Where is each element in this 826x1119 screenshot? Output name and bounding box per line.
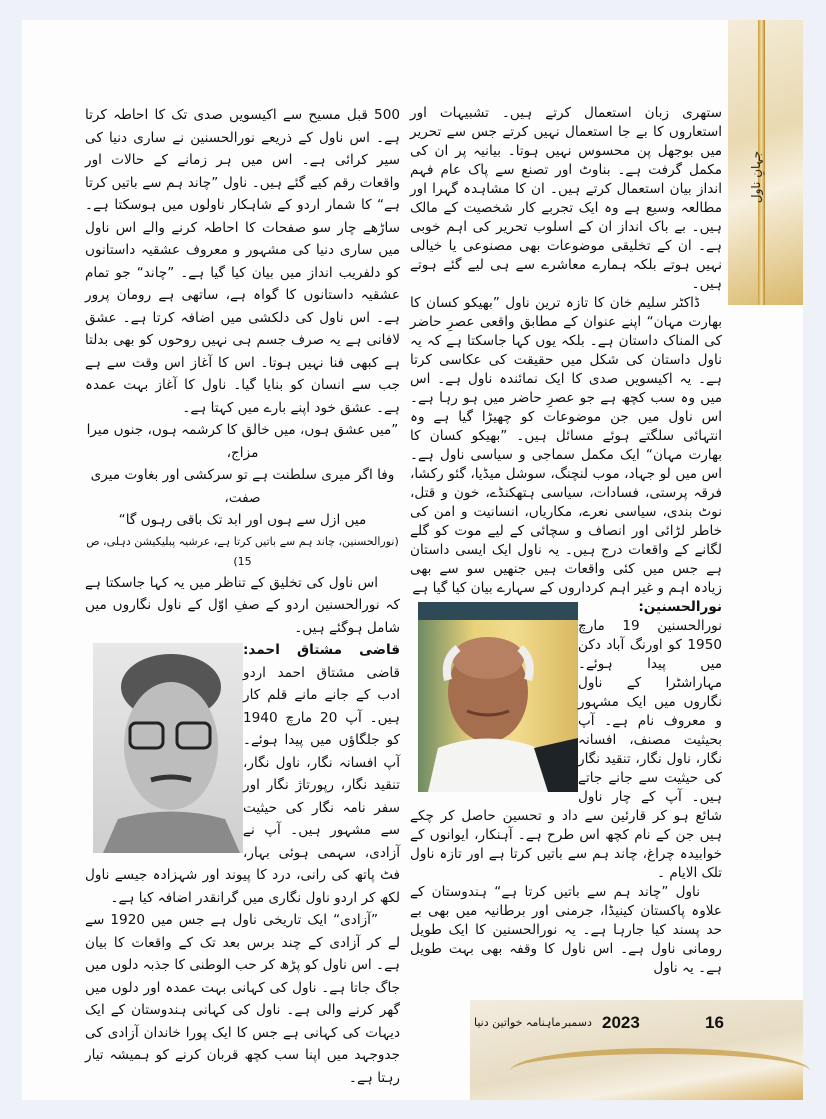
paragraph: 500 قبل مسیح سے اکیسویں صدی تک کا احاطہ کرتا ہے۔ اس ناول کے ذریعے نورالحسنین نے ساری دنیا کی سیر کرائی ہے۔ اس میں ہر زمانے کے حالات اور واقعات رقم کیے گئے ہیں۔ ناول ”چاند ہم سے باتیں کرتا ہے“ کا شمار اردو کے شاہکار ناولوں میں ہوسکتا ہے۔ ساڑھے چار سو صفحات کا احاطہ کرنے والے اس ناول میں ساری دنیا کی مشہور و معروف عشقیہ داستانوں کو دلفریب انداز میں بیان کیا گیا ہے۔ ”چاند“ جو تمام عشقیہ داستانوں کا گواہ ہے، ساتھی ہے رومان پرور ہے۔ اس ناول کی دلکشی میں اضافہ کرتا ہے۔ عشق لافانی ہے یہ صرف جسم ہی نہیں روحوں کو بھی بدلتا ہے کبھی فنا نہیں ہوتا۔ اس کا آغاز اس وقت سے ہے جب سے انسان کو بنایا گیا۔ ناول کا آغاز بہت عمدہ ہے۔ عشق خود اپنے بارے میں کہتا ہے۔ [85,107,400,416]
bio-text: قاضی مشتاق احمد اردو ادب کے جانے مانے قلم کار ہیں۔ آپ 20 مارچ 1940 کو جلگاؤں میں پیدا ہوئے۔ آپ افسانہ نگار، ناول نگار، تنقید نگار، رپورتاژ نگار اور سفر نامہ نگار کی حیثیت سے مشہور ہیں۔ آپ نے آزادی، سہمی ہوئی بہار، فٹ پاتھ کی [243,664,400,883]
left-column [85,104,400,1089]
photo-qazi-mushtaq-ahmad [93,643,243,853]
paragraph: ”آزادی“ ایک تاریخی ناول ہے جس میں 1920 سے لے کر آزادی کے چند برس بعد تک کے واقعات کا بیان ہے۔ اس ناول کو پڑھ کر حب الوطنی کا جذبہ دلوں میں جاگ جاتا ہے۔ ناول کی کہانی بہت عمدہ اور دلوں میں گھر کرنے والی ہے۔ ناول کی کہانی ہندوستان کے ایک دیہات کی کہانی ہے جس کا ایک پورا خاندان آزادی کی جدوجہد میں اپنا سب کچھ قربان کرنے کو ہمیشہ تیار رہتا ہے۔ [85,912,400,1086]
decorative-border-top [728,20,803,305]
page-number: 16 [705,1013,724,1032]
paragraph: ڈاکٹر سلیم خان کا تازہ ترین ناول ”بھیکو کسان کا بھارت مہان“ اپنے عنوان کے مطابق واقعی عصرِ حاضر کی المناک داستان ہے۔ بلکہ یوں کہا جاسکتا ہے کہ یہ ناول داستان کی شکل میں حقیقت کی عکاسی کرتا ہے۔ یہ اکیسویں صدی کا ایک نمائندہ ناول ہے۔ اس میں وہ سب کچھ ہے جو عصرِ حاضر میں ہو رہا ہے۔ اس ناول میں جن موضوعات کو چھیڑا گیا ہے وہ انتہائی سلگتے ہوئے مسائل ہیں۔ ”بھیکو کسان کا بھارت مہان“ ایک مکمل سماجی و سیاسی ناول ہے۔ اس میں لو جہاد، موب لنچنگ، سوشل میڈیا، گئو رکشا، فرقہ پرستی، فسادات، سیاسی ہتھکنڈے، خون و قتل، نوٹ بندی، سیاسی نعرے، مکاریاں، انسانیت و امن کی خاطر لڑائی اور انصاف و سچائی کے لیے موت کو گلے لگانے کے واقعات درج ہیں۔ یہ ناول ایک ایسی داستان ہے جس میں کئی واقعات ہیں جنھیں سو سے بھی زیادہ اہم و غیر اہم کرداروں کے سہارے بیان کیا گیا ہے [410,295,722,596]
verse-line: ”میں عشق ہوں، میں خالق کا کرشمہ ہوں، جنوں میرا مزاج، [86,422,399,461]
citation: (نورالحسنین، چاند ہم سے باتیں کرتا ہے، عرشیہ پبلیکیشن دہلی، ص 15) [86,534,399,568]
section-label: جہانِ ناول [749,150,764,204]
page-footer [470,1000,803,1100]
issue-month: دسمبر [562,1016,592,1029]
photo-noor-ul-hasnain [418,602,578,792]
paragraph: اس ناول کی تخلیق کے تناظر میں یہ کہا جاسکتا ہے کہ نورالحسنین اردو کے صفِ اوّل کے ناول نگاروں میں شامل ہوگئے ہیں۔ [85,574,400,636]
portrait-image [93,643,243,853]
verse-line: میں ازل سے ہوں اور ابد تک باقی رہوں گا“ [118,512,367,528]
magazine-name: ماہنامہ خواتین دنیا [474,1016,561,1029]
bio-text: نورالحسنین 19 مارچ 1950 کو اورنگ آباد دکن میں پیدا ہوئے۔ مہاراشٹرا کے ناول نگاروں میں ایک مشہور و معروف نام ہے۔ آپ بحیثیت مصنف، افسانہ نگار، ناول نگار، تنقید نگار کی حیثیت سے جانے جاتے [578,618,722,786]
portrait-image [418,602,578,792]
paragraph: ناول ”چاند ہم سے باتیں کرتا ہے“ ہندوستان کے علاوہ پاکستان کینیڈا، جرمنی اور برطانیہ میں بھی بے حد پسند کیا جارہا ہے۔ یہ نورالحسنین کا ایک طویل رومانی ناول ہے۔ اس ناول کا وقفہ بھی بہت طویل ہے۔ یہ ناول [410,884,722,976]
verse-line: وفا اگر میری سلطنت ہے تو سرکشی اور بغاوت میری صفت، [90,467,395,506]
issue-year: 2023 [602,1013,640,1032]
bio-text-continued: رانی، درد کا پیوند اور شہزادہ جیسے ناول لکھ کر اردو ناول نگاری میں گرانقدر اضافہ کیا ہے۔ [85,867,400,906]
paragraph: ستھری زبان استعمال کرتے ہیں۔ تشبیہات اور استعاروں کا بے جا استعمال نہیں کرتے جس سے تحریر میں بوجھل پن محسوس نہیں ہوتا۔ بیانیہ پر ان کی مکمل گرفت ہے۔ بناوٹ اور تصنع سے پاک عام فہم انداز بیان استعمال کرتے ہیں۔ ان کا مشاہدہ گہرا اور مطالعہ وسیع ہے وہ ایک تجربے کار شخصیت کے مالک ہیں۔ بے باک انداز ان کے اسلوب تحریر کی اہم خوبی ہے۔ ان کے تخلیقی موضوعات بھی مصنوعی یا خیالی نہیں ہوتے بلکہ ہمارے معاشرے سے ہی لیے گئے ہوتے ہیں۔ [410,105,722,292]
gold-swoosh [510,1048,810,1094]
bio-text-continued: ہیں۔ آپ کے چار ناول شائع ہو کر قارئین سے داد و تحسین حاصل کر چکے ہیں جن کے نام کچھ اس طرح ہے۔ آہنکار، ایوانوں کے خوابیدہ چراغ، چاند ہم سے باتیں کرتا ہے اور تازہ ناول تلک الایام ۔ [410,789,722,881]
right-column [410,104,722,978]
bio-heading: نورالحسنین: [638,599,722,615]
bio-heading: قاضی مشتاق احمد: [243,642,400,658]
